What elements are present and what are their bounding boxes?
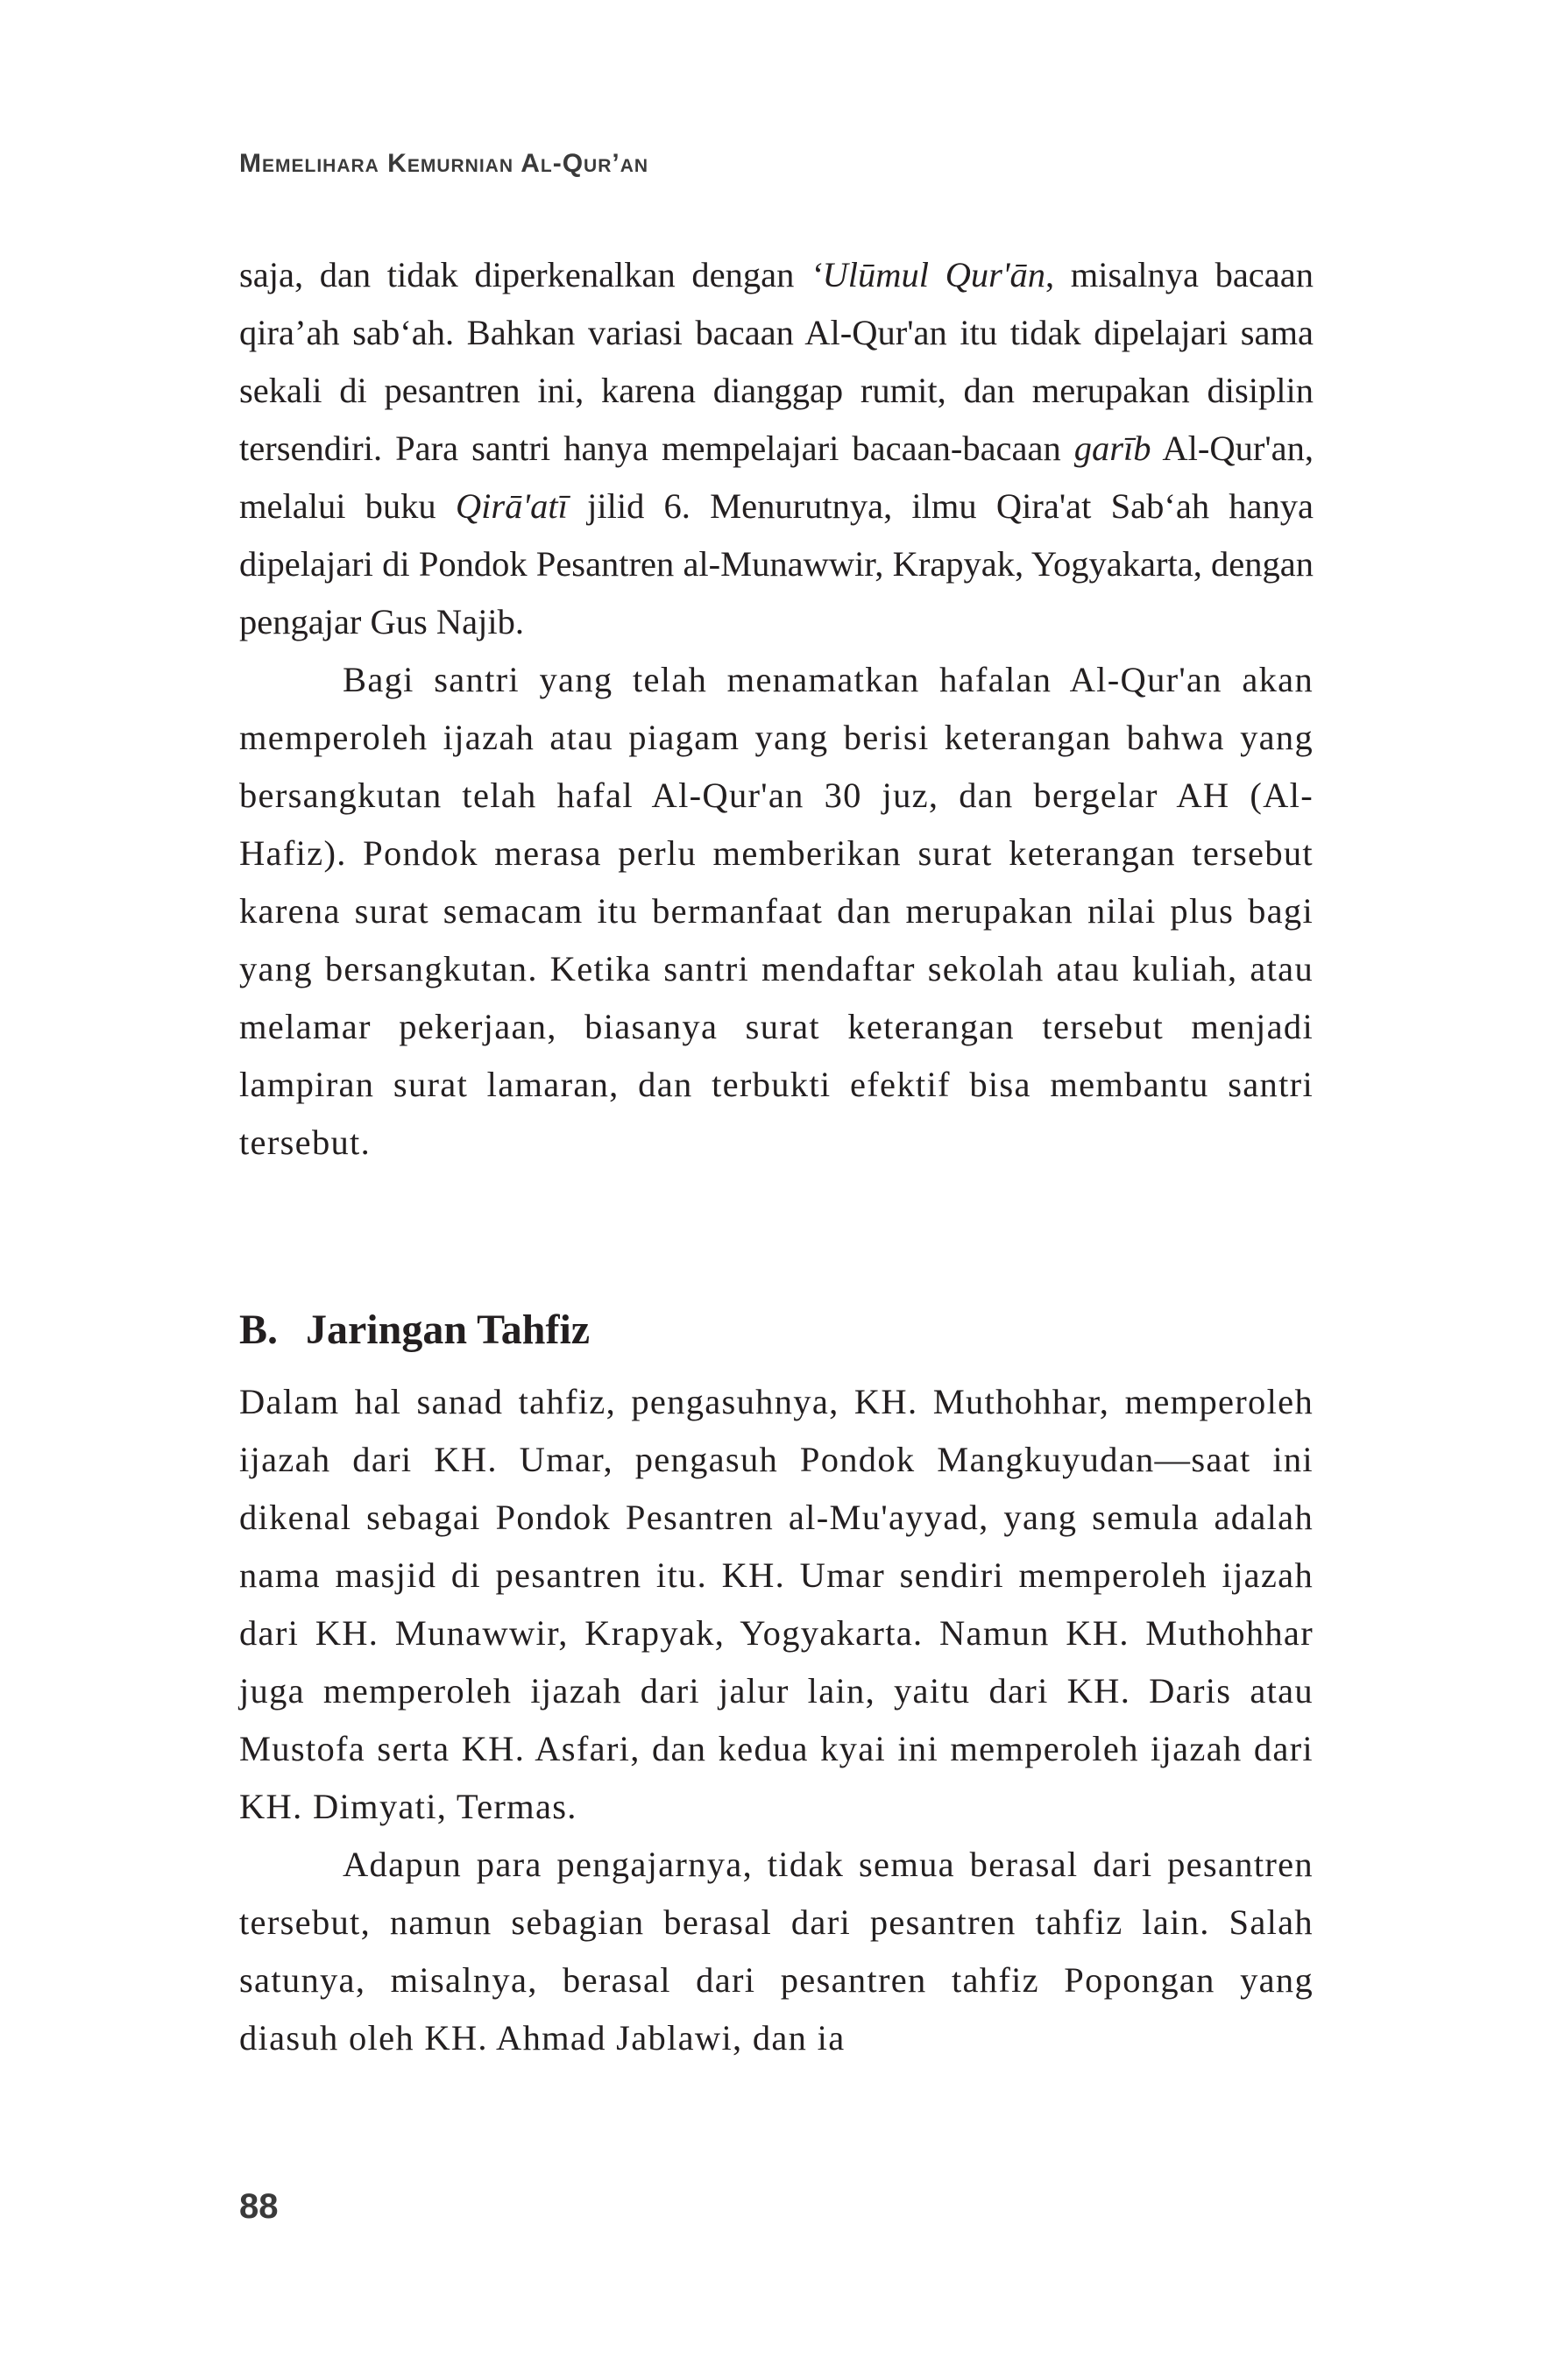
paragraph-sanad: Dalam hal sanad tahfiz, pengasuhnya, KH. Muthohhar, memperoleh ijazah dari KH. Umar, pengasuh Pondok Mangkuyudan—saat ini dikenal sebagai Pondok Pesantren al-Mu'ayyad, yang semula adalah nama masjid di pesantren itu. KH. Umar sendiri memperoleh ijazah dari KH. Munawwir, Krapyak, Yogyakarta. Namun KH. Muthohhar juga memperoleh ijazah dari jalur lain, yaitu dari KH. Daris atau Mustofa serta KH. Asfari, dan kedua kyai ini memperoleh ijazah dari KH. Dimyati, Termas. [239,1382,1314,1826]
running-header: Memelihara Kemurnian Al-Qur’an [239,149,649,178]
paragraph-ijazah: Bagi santri yang telah menamatkan hafalan Al-Qur'an akan memperoleh ijazah atau piagam yang berisi keterangan bahwa yang bersangkutan telah hafal Al-Qur'an 30 juz, dan bergelar AH (Al-Hafiz). Pondok merasa perlu memberikan surat keterangan tersebut karena surat semacam itu bermanfaat dan merupakan nilai plus bagi yang bersangkutan. Ketika santri mendaftar sekolah atau kuliah, atau melamar pekerjaan, biasanya surat keterangan tersebut menjadi lampiran surat lamaran, dan terbukti efektif bisa membantu santri tersebut. [239,660,1314,1162]
term-ulumul-quran: ‘Ulūmul Qur'ān [810,255,1045,294]
paragraph-pengajar: Adapun para pengajarnya, tidak semua berasal dari pesantren tersebut, namun sebagian berasal dari pesantren tahfiz lain. Salah satunya, misalnya, berasal dari pesantren tahfiz Popongan yang diasuh oleh KH. Ahmad Jablawi, dan ia [239,1845,1314,2058]
paragraph-qiraat [239,246,1314,651]
body-text-section [239,1373,1314,2067]
term-garib: garīb [1073,429,1151,468]
paragraph-qiraat-part-2: , misalnya bacaan qira’ah sab‘ah. Bahkan variasi bacaan Al-Qur'an itu tidak dipelajari sama sekali di pesantren ini, karena dianggap rumit, dan merupakan disiplin tersendiri. Para santri hanya mempelajari bacaan-bacaan [239,255,1314,468]
body-text-top [239,246,1314,1172]
section-number: B. [239,1307,279,1353]
paragraph-qiraat-part-3: Al-Qur'an, melalui buku [239,429,1314,526]
term-qiraati: Qirā'atī [455,486,568,526]
section-title: Jaringan Tahfiz [306,1307,591,1353]
page-number: 88 [239,2187,279,2226]
paragraph-qiraat-part-1: saja, dan tidak diperkenalkan dengan [239,255,811,294]
paragraph-qiraat-part-4: jilid 6. Menurutnya, ilmu Qira'at Sab‘ah hanya dipelajari di Pondok Pesantren al-Munawwir, Krapyak, Yogyakarta, dengan pengajar Gus Najib. [239,486,1314,641]
section-heading [239,1306,590,1354]
